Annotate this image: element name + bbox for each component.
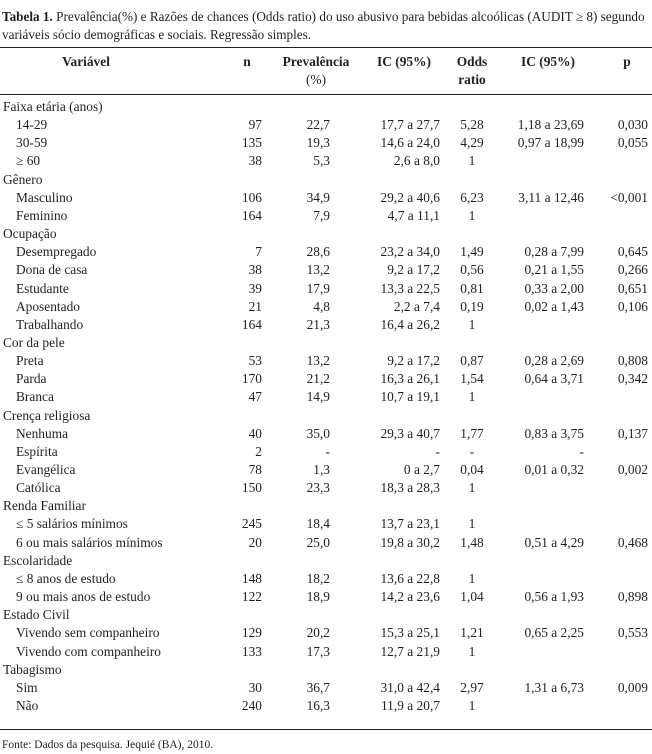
group-label: Estado Civil bbox=[3, 607, 70, 623]
cell-odds-ratio: 1,04 bbox=[460, 589, 484, 605]
group-label: Cor da pele bbox=[3, 334, 65, 350]
cell-odds-ratio: 1 bbox=[468, 570, 476, 586]
cell-ic1: 2,2 a 7,4 bbox=[393, 298, 440, 314]
cell-ic2: 0,02 a 1,43 bbox=[524, 298, 584, 314]
cell-ic2: 0,51 a 4,29 bbox=[524, 534, 584, 550]
row-label: Estudante bbox=[16, 280, 69, 296]
cell-p: 0,137 bbox=[617, 425, 648, 441]
cell-ic1: 10,7 a 19,1 bbox=[380, 389, 440, 405]
cell-ic1: 16,3 a 26,1 bbox=[380, 371, 440, 387]
cell-prevalencia: 22,7 bbox=[306, 117, 330, 133]
row-label: Trabalhando bbox=[16, 316, 84, 332]
cell-p: <0,001 bbox=[610, 189, 648, 205]
cell-ic1: 2,6 a 8,0 bbox=[393, 153, 440, 169]
cell-ic1: 13,7 a 23,1 bbox=[380, 516, 440, 532]
table-row bbox=[0, 425, 652, 443]
cell-ic1: 31,0 a 42,4 bbox=[380, 679, 440, 695]
cell-prevalencia: 34,9 bbox=[306, 189, 330, 205]
cell-ic1: 11,9 a 20,7 bbox=[380, 697, 440, 713]
cell-ic2: 1,18 a 23,69 bbox=[517, 117, 584, 133]
row-label: ≤ 5 salários mínimos bbox=[16, 516, 128, 532]
header-ic1: IC (95%) bbox=[377, 54, 431, 69]
cell-n: 38 bbox=[248, 153, 262, 169]
cell-prevalencia: 1,3 bbox=[313, 462, 330, 477]
cell-ic2: 0,33 a 2,00 bbox=[524, 280, 584, 296]
cell-odds-ratio: 1 bbox=[468, 389, 476, 405]
row-label: 6 ou mais salários mínimos bbox=[16, 534, 163, 550]
cell-odds-ratio: 0,04 bbox=[460, 462, 484, 477]
cell-n: 40 bbox=[248, 425, 262, 441]
cell-odds-ratio: 6,23 bbox=[460, 189, 484, 205]
group-row bbox=[0, 552, 652, 570]
cell-ic1: 29,2 a 40,6 bbox=[380, 189, 440, 205]
cell-ic2: 0,28 a 2,69 bbox=[524, 353, 584, 369]
cell-odds-ratio: 0,19 bbox=[460, 298, 484, 314]
row-label: 14-29 bbox=[16, 117, 48, 133]
table-row bbox=[0, 570, 652, 588]
table-row bbox=[0, 134, 652, 152]
cell-p: 0,645 bbox=[617, 244, 648, 260]
header-odds-line1: Odds bbox=[456, 54, 488, 69]
cell-prevalencia: 13,2 bbox=[306, 353, 330, 369]
cell-odds-ratio: 0,56 bbox=[460, 262, 484, 278]
header-variavel: Variável bbox=[62, 54, 110, 69]
table-row bbox=[0, 479, 652, 497]
cell-ic2: 0,01 a 0,32 bbox=[524, 462, 584, 477]
cell-prevalencia: 13,2 bbox=[306, 262, 330, 278]
cell-p: 0,055 bbox=[617, 135, 648, 151]
cell-ic1: 15,3 a 25,1 bbox=[380, 625, 440, 641]
cell-n: 97 bbox=[248, 117, 262, 133]
row-label: Preta bbox=[16, 353, 44, 369]
group-row bbox=[0, 98, 652, 116]
bottom-rule bbox=[0, 729, 652, 730]
group-label: Tabagismo bbox=[3, 661, 62, 677]
cell-odds-ratio: 1,77 bbox=[460, 425, 484, 441]
cell-prevalencia: 18,4 bbox=[306, 516, 330, 532]
header-n: n bbox=[243, 54, 251, 69]
cell-ic2: - bbox=[579, 443, 584, 459]
row-label: Masculino bbox=[16, 189, 73, 205]
table-row bbox=[0, 643, 652, 661]
row-label: Espírita bbox=[16, 443, 58, 459]
cell-ic1: 4,7 a 11,1 bbox=[387, 207, 440, 223]
table-row bbox=[0, 534, 652, 552]
cell-odds-ratio: 1 bbox=[468, 316, 476, 332]
cell-odds-ratio: 2,97 bbox=[460, 679, 484, 695]
cell-p: 0,342 bbox=[617, 371, 648, 387]
cell-ic1: 13,3 a 22,5 bbox=[380, 280, 440, 296]
row-label: Parda bbox=[16, 371, 47, 387]
group-row bbox=[0, 661, 652, 679]
cell-ic1: 18,3 a 28,3 bbox=[380, 480, 440, 496]
cell-n: 240 bbox=[241, 697, 262, 713]
cell-ic2: 0,21 a 1,55 bbox=[524, 262, 584, 278]
row-label: 9 ou mais anos de estudo bbox=[16, 589, 151, 605]
cell-odds-ratio: 1,21 bbox=[460, 625, 484, 641]
cell-odds-ratio: 0,81 bbox=[460, 280, 484, 296]
row-label: Nenhuma bbox=[16, 425, 69, 441]
cell-n: 106 bbox=[241, 189, 262, 205]
row-label: Católica bbox=[16, 480, 61, 496]
group-label: Crença religiosa bbox=[3, 407, 91, 423]
cell-p: 0,266 bbox=[617, 262, 648, 278]
group-row bbox=[0, 334, 652, 352]
cell-ic1: 14,2 a 23,6 bbox=[380, 589, 440, 605]
cell-prevalencia: 25,0 bbox=[306, 534, 330, 550]
row-label: Sim bbox=[16, 679, 38, 695]
cell-prevalencia: 7,9 bbox=[313, 207, 330, 223]
row-label: Aposentado bbox=[16, 298, 80, 314]
table-row bbox=[0, 443, 652, 461]
cell-odds-ratio: 0,87 bbox=[460, 353, 484, 369]
cell-n: 133 bbox=[241, 643, 262, 659]
cell-odds-ratio: - bbox=[469, 443, 475, 459]
table-row bbox=[0, 116, 652, 134]
cell-n: 148 bbox=[241, 570, 262, 586]
cell-odds-ratio: 1 bbox=[468, 207, 476, 223]
top-rule bbox=[0, 47, 652, 48]
cell-ic1: 16,4 a 26,2 bbox=[380, 316, 440, 332]
cell-n: 170 bbox=[241, 371, 262, 387]
header-odds-line2: ratio bbox=[458, 72, 486, 87]
row-label: ≥ 60 bbox=[16, 153, 41, 169]
row-label: Evangélica bbox=[16, 462, 76, 477]
table-caption bbox=[2, 8, 650, 44]
row-label: Dona de casa bbox=[16, 262, 88, 278]
group-label: Escolaridade bbox=[3, 552, 73, 568]
table-row bbox=[0, 189, 652, 207]
cell-prevalencia: 16,3 bbox=[306, 697, 330, 713]
group-row bbox=[0, 497, 652, 515]
row-label: Não bbox=[16, 697, 39, 713]
cell-ic1: 29,3 a 40,7 bbox=[380, 425, 440, 441]
cell-ic2: 0,64 a 3,71 bbox=[524, 371, 584, 387]
cell-ic2: 3,11 a 12,46 bbox=[518, 189, 584, 205]
cell-prevalencia: 18,2 bbox=[306, 570, 330, 586]
cell-ic1: 0 a 2,7 bbox=[403, 462, 440, 477]
cell-n: 7 bbox=[255, 244, 262, 260]
cell-prevalencia: 14,9 bbox=[306, 389, 330, 405]
cell-n: 38 bbox=[248, 262, 262, 278]
table-row bbox=[0, 388, 652, 406]
group-row bbox=[0, 606, 652, 624]
cell-odds-ratio: 1,54 bbox=[460, 371, 484, 387]
header-p: p bbox=[623, 54, 631, 69]
table-row bbox=[0, 207, 652, 225]
cell-n: 47 bbox=[248, 389, 262, 405]
cell-p: 0,002 bbox=[617, 462, 648, 477]
header-rule bbox=[0, 94, 652, 95]
cell-odds-ratio: 1 bbox=[468, 153, 476, 169]
cell-odds-ratio: 1,48 bbox=[460, 534, 484, 550]
cell-ic2: 0,65 a 2,25 bbox=[524, 625, 584, 641]
group-label: Gênero bbox=[3, 171, 43, 187]
cell-p: 0,030 bbox=[617, 117, 648, 133]
cell-ic2: 0,28 a 7,99 bbox=[524, 244, 584, 260]
cell-odds-ratio: 1 bbox=[468, 643, 476, 659]
cell-ic1: 12,7 a 21,9 bbox=[380, 643, 440, 659]
cell-ic1: 19,8 a 30,2 bbox=[380, 534, 440, 550]
table-row bbox=[0, 298, 652, 316]
row-label: 30-59 bbox=[16, 135, 48, 151]
cell-prevalencia: 28,6 bbox=[306, 244, 330, 260]
row-label: Vivendo com companheiro bbox=[16, 643, 161, 659]
header-ic2: IC (95%) bbox=[521, 54, 575, 69]
table-row bbox=[0, 243, 652, 261]
cell-odds-ratio: 4,29 bbox=[460, 135, 484, 151]
cell-ic1: - bbox=[435, 443, 440, 459]
cell-prevalencia: 35,0 bbox=[306, 425, 330, 441]
table-row bbox=[0, 588, 652, 606]
cell-ic1: 17,7 a 27,7 bbox=[380, 117, 440, 133]
cell-prevalencia: 21,2 bbox=[306, 371, 330, 387]
cell-p: 0,106 bbox=[617, 298, 648, 314]
row-label: Feminino bbox=[16, 207, 68, 223]
row-label: ≤ 8 anos de estudo bbox=[16, 570, 116, 586]
table-row bbox=[0, 697, 652, 715]
header-prevalencia-line2: (%) bbox=[305, 72, 327, 87]
cell-prevalencia: - bbox=[325, 443, 330, 459]
cell-odds-ratio: 1,49 bbox=[460, 244, 484, 260]
cell-ic1: 9,2 a 17,2 bbox=[387, 353, 440, 369]
cell-n: 164 bbox=[241, 207, 262, 223]
table-row bbox=[0, 679, 652, 697]
cell-ic1: 23,2 a 34,0 bbox=[380, 244, 440, 260]
group-row bbox=[0, 225, 652, 243]
table-row bbox=[0, 461, 652, 479]
cell-prevalencia: 36,7 bbox=[306, 679, 330, 695]
cell-n: 135 bbox=[241, 135, 262, 151]
caption-label: Tabela 1. bbox=[2, 9, 53, 24]
cell-ic2: 0,56 a 1,93 bbox=[524, 589, 584, 605]
cell-p: 0,898 bbox=[617, 589, 648, 605]
table-row bbox=[0, 261, 652, 279]
cell-ic2: 0,97 a 18,99 bbox=[517, 135, 584, 151]
row-label: Desempregado bbox=[16, 244, 97, 260]
cell-n: 30 bbox=[248, 679, 262, 695]
cell-prevalencia: 5,3 bbox=[313, 153, 330, 169]
group-label: Faixa etária (anos) bbox=[3, 99, 103, 114]
cell-odds-ratio: 1 bbox=[468, 697, 476, 713]
cell-odds-ratio: 1 bbox=[468, 480, 476, 496]
cell-ic1: 14,6 a 24,0 bbox=[380, 135, 440, 151]
source-note: Fonte: Dados da pesquisa. Jequié (BA), 2010. bbox=[2, 739, 214, 751]
table-row bbox=[0, 316, 652, 334]
group-label: Ocupação bbox=[3, 226, 57, 242]
cell-n: 129 bbox=[241, 625, 262, 641]
cell-ic1: 9,2 a 17,2 bbox=[387, 262, 440, 278]
cell-n: 122 bbox=[241, 589, 262, 605]
table-row bbox=[0, 352, 652, 370]
table-row bbox=[0, 152, 652, 170]
cell-p: 0,651 bbox=[617, 280, 648, 296]
group-label: Renda Familiar bbox=[3, 498, 86, 514]
cell-odds-ratio: 5,28 bbox=[460, 117, 484, 133]
group-row bbox=[0, 407, 652, 425]
cell-p: 0,808 bbox=[617, 353, 648, 369]
cell-n: 21 bbox=[248, 298, 262, 314]
cell-ic2: 0,83 a 3,75 bbox=[524, 425, 584, 441]
table-row bbox=[0, 280, 652, 298]
table-row bbox=[0, 624, 652, 642]
cell-n: 150 bbox=[241, 480, 262, 496]
cell-prevalencia: 4,8 bbox=[313, 298, 330, 314]
cell-prevalencia: 17,9 bbox=[306, 280, 330, 296]
group-row bbox=[0, 171, 652, 189]
cell-prevalencia: 17,3 bbox=[306, 643, 330, 659]
cell-n: 20 bbox=[248, 534, 262, 550]
cell-prevalencia: 18,9 bbox=[306, 589, 330, 605]
table-row bbox=[0, 515, 652, 533]
cell-n: 78 bbox=[248, 462, 262, 477]
cell-n: 164 bbox=[241, 316, 262, 332]
header-prevalencia-line1: Prevalência bbox=[282, 54, 350, 69]
cell-ic2: 1,31 a 6,73 bbox=[524, 679, 584, 695]
cell-prevalencia: 23,3 bbox=[306, 480, 330, 496]
cell-p: 0,553 bbox=[617, 625, 648, 641]
row-label: Branca bbox=[16, 389, 54, 405]
caption-text: Prevalência(%) e Razões de chances (Odds ratio) do uso abusivo para bebidas alcoólicas (AUDIT ≥ 8) segundo variáveis sócio demográficas e sociais. Regressão simples. bbox=[2, 9, 645, 42]
cell-n: 2 bbox=[255, 443, 262, 459]
table-row bbox=[0, 370, 652, 388]
row-label: Vivendo sem companheiro bbox=[16, 625, 160, 641]
cell-p: 0,468 bbox=[617, 534, 648, 550]
cell-ic1: 13,6 a 22,8 bbox=[380, 570, 440, 586]
cell-odds-ratio: 1 bbox=[468, 516, 476, 532]
cell-n: 39 bbox=[248, 280, 262, 296]
cell-n: 53 bbox=[248, 353, 262, 369]
cell-prevalencia: 20,2 bbox=[306, 625, 330, 641]
cell-p: 0,009 bbox=[617, 679, 648, 695]
cell-n: 245 bbox=[241, 516, 262, 532]
cell-prevalencia: 21,3 bbox=[306, 316, 330, 332]
cell-prevalencia: 19,3 bbox=[306, 135, 330, 151]
